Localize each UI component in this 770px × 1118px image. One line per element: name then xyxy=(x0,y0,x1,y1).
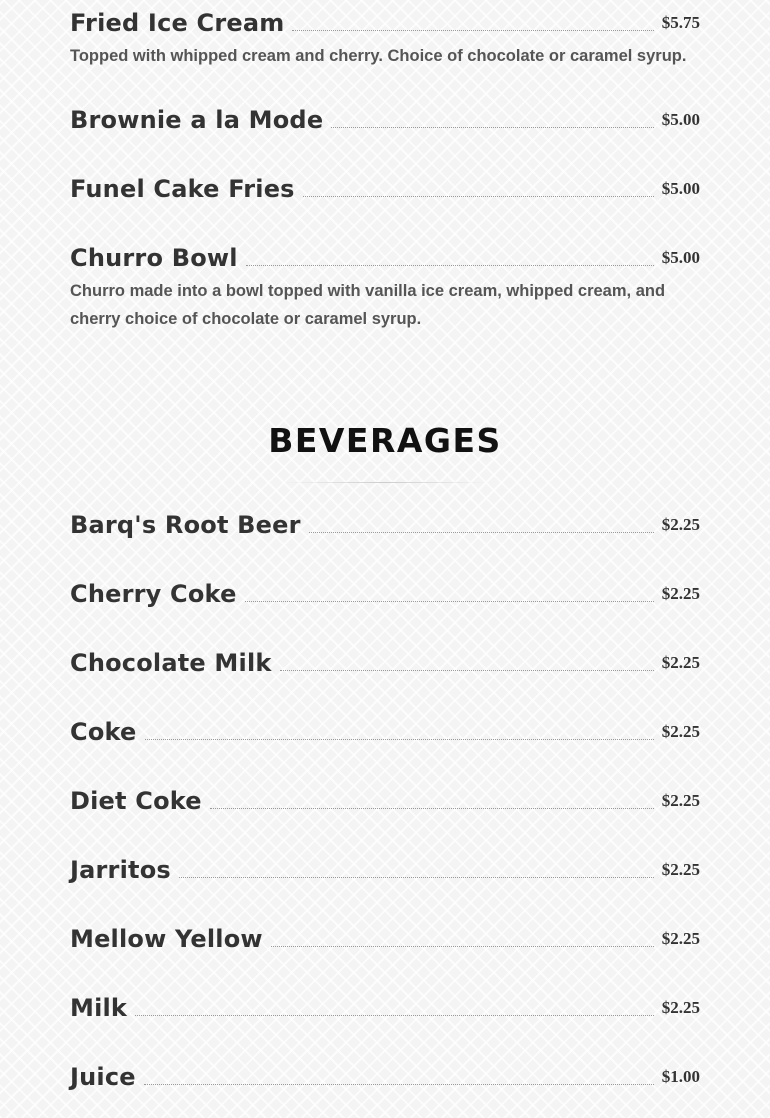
dotted-leader xyxy=(135,1015,654,1016)
menu-item-name: Diet Coke xyxy=(70,787,202,815)
menu-item-juice xyxy=(70,1062,700,1092)
menu-item-jarritos xyxy=(70,855,700,885)
menu-item-row xyxy=(70,924,700,954)
menu-item-row xyxy=(70,648,700,678)
menu-item-name: Jarritos xyxy=(70,856,171,884)
menu-item-price: $2.25 xyxy=(661,929,700,948)
menu-item-price: $2.25 xyxy=(661,515,700,534)
menu-item-row xyxy=(70,579,700,609)
menu-item-price: $2.25 xyxy=(661,998,700,1017)
dotted-leader xyxy=(144,1084,654,1085)
menu-item-description: Churro made into a bowl topped with vanilla ice cream, whipped cream, and cherry choice of chocolate or caramel syrup. xyxy=(70,282,666,328)
menu-item-diet-coke xyxy=(70,786,700,816)
dotted-leader xyxy=(303,196,654,197)
menu-item-price: $1.00 xyxy=(661,1067,700,1086)
menu-item-fried-ice-cream xyxy=(70,8,700,70)
menu-item-price: $5.00 xyxy=(661,110,700,129)
menu-item-name: Brownie a la Mode xyxy=(70,106,324,134)
menu-item-name: Fried Ice Cream xyxy=(70,9,285,37)
menu-item-name: Milk xyxy=(70,994,128,1022)
menu-item-price: $2.25 xyxy=(661,653,700,672)
menu-item-chocolate-milk xyxy=(70,648,700,678)
dotted-leader xyxy=(271,946,654,947)
menu-item-name: Funel Cake Fries xyxy=(70,175,295,203)
menu-item-description: Topped with whipped cream and cherry. Choice of chocolate or caramel syrup. xyxy=(70,47,687,65)
menu-item-row xyxy=(70,993,700,1023)
menu-item-name: Mellow Yellow xyxy=(70,925,263,953)
menu-item-name: Juice xyxy=(70,1063,136,1091)
section-divider xyxy=(283,482,487,483)
dotted-leader xyxy=(245,601,654,602)
menu-item-price: $2.25 xyxy=(661,791,700,810)
menu-item-row xyxy=(70,243,700,273)
menu-item-row xyxy=(70,1062,700,1092)
menu-item-name: Cherry Coke xyxy=(70,580,237,608)
menu-item-row xyxy=(70,786,700,816)
dotted-leader xyxy=(309,532,654,533)
menu-item-row xyxy=(70,105,700,135)
dotted-leader xyxy=(179,877,654,878)
menu-item-brownie-a-la-mode xyxy=(70,105,700,135)
menu-item-row xyxy=(70,8,700,38)
menu-item-churro-bowl xyxy=(70,243,700,333)
dotted-leader xyxy=(246,265,654,266)
menu-item-row xyxy=(70,717,700,747)
menu-item-milk xyxy=(70,993,700,1023)
menu-item-price: $2.25 xyxy=(661,860,700,879)
menu-item-mellow-yellow xyxy=(70,924,700,954)
menu-item-price: $2.25 xyxy=(661,722,700,741)
dotted-leader xyxy=(210,808,654,809)
menu-item-row xyxy=(70,855,700,885)
menu-item-row xyxy=(70,174,700,204)
menu-item-row xyxy=(70,510,700,540)
menu-item-price: $5.00 xyxy=(661,179,700,198)
dotted-leader xyxy=(331,127,653,128)
menu-item-name: Barq's Root Beer xyxy=(70,511,301,539)
menu-item-cherry-coke xyxy=(70,579,700,609)
dotted-leader xyxy=(292,30,653,31)
menu-item-price: $5.75 xyxy=(661,13,700,32)
menu-item-funel-cake-fries xyxy=(70,174,700,204)
menu-item-name: Chocolate Milk xyxy=(70,649,272,677)
menu-item-name: Churro Bowl xyxy=(70,244,238,272)
menu-item-price: $2.25 xyxy=(661,584,700,603)
menu-item-barqs-root-beer xyxy=(70,510,700,540)
menu-item-name: Coke xyxy=(70,718,137,746)
dotted-leader xyxy=(145,739,654,740)
menu-item-coke xyxy=(70,717,700,747)
menu-item-price: $5.00 xyxy=(661,248,700,267)
dotted-leader xyxy=(280,670,654,671)
section-title-beverages: BEVERAGES xyxy=(268,421,502,460)
